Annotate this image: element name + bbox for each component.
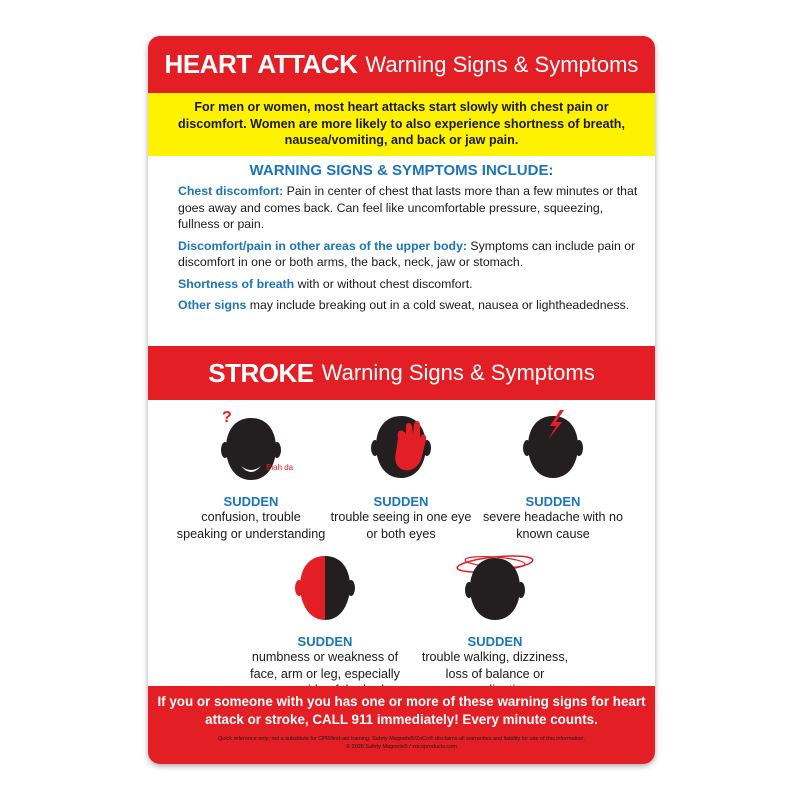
symptom-desc: confusion, trouble speaking or understanding — [176, 510, 326, 541]
sign-text: Symptoms can include pain or discomfort in one or both arms, the back, neck, jaw or stomach. — [178, 238, 636, 269]
heart-attack-title-light: Warning Signs & Symptoms — [365, 51, 639, 77]
symptom-desc: severe headache with no known cause — [482, 510, 624, 541]
sign-label: Shortness of breath — [178, 276, 295, 291]
heart-attack-title-strong: HEART ATTACK — [164, 49, 358, 79]
disclaimer: Quick reference only; not a substitute for CPR/first-aid training. Safety Magnets®/ZoCo® disclaims all warranties and liability for use of this information. — [218, 736, 585, 742]
sign-text: Pain in center of chest that lasts more than a few minutes or that goes away and comes back. Can feel like uncomfortable pressure, squeezing, fullness or pain. — [178, 184, 638, 231]
sudden-label: SUDDEN — [297, 634, 353, 649]
sudden-label: SUDDEN — [467, 634, 523, 649]
stroke-title — [148, 346, 655, 400]
sudden-label: SUDDEN — [525, 494, 581, 509]
stroke-symptoms — [148, 400, 655, 696]
sign-chest-discomfort — [178, 183, 655, 233]
speech-text: Blah da — [266, 463, 294, 472]
sign-shortness-of-breath — [178, 276, 655, 293]
call-911-footer — [148, 686, 655, 764]
confused-head-icon — [196, 408, 306, 488]
sudden-label: SUDDEN — [223, 494, 279, 509]
signs-heading: WARNING SIGNS & SYMPTOMS INCLUDE: — [249, 162, 554, 179]
headache-head-icon — [498, 408, 608, 488]
stroke-symptom-confusion — [176, 408, 326, 542]
symptom-desc: trouble seeing in one eye or both eyes — [330, 510, 472, 541]
dizzy-head-icon — [440, 548, 550, 628]
heart-attack-title — [148, 36, 655, 93]
sign-label: Discomfort/pain in other areas of the upper body: — [178, 238, 468, 253]
question-mark: ? — [222, 409, 232, 426]
stroke-symptom-vision — [326, 408, 476, 542]
sign-label: Other signs — [178, 298, 247, 312]
call-911-message: If you or someone with you has one or more of these warning signs for heart attack or stroke, CALL 911 immediately! Every minute counts. — [157, 694, 646, 727]
stroke-title-strong: STROKE — [208, 357, 314, 388]
symptom-desc: trouble walking, dizziness, loss of balance or — [421, 650, 569, 681]
warning-signs-card — [148, 36, 655, 764]
sign-other — [178, 297, 655, 314]
stroke-symptom-numbness — [250, 548, 400, 699]
symptom-desc: numbness or weakness of face, arm or leg, especially — [250, 650, 400, 681]
copyright: © 2026 Safety Magnets® / zocoproducts.com — [346, 744, 457, 750]
sign-label: Chest discomfort: — [178, 184, 284, 198]
sudden-label: SUDDEN — [373, 494, 429, 509]
hand-over-eye-head-icon — [346, 408, 456, 488]
stroke-symptom-headache — [478, 408, 628, 542]
heart-attack-intro: For men or women, most heart attacks start slowly with chest pain or discomfort. Women are more likely to also experience shortness of breath, nausea/vomiting, and back or jaw pain. — [148, 93, 655, 156]
half-numb-head-icon — [270, 548, 380, 628]
stroke-symptom-dizziness — [420, 548, 570, 699]
stroke-title-light: Warning Signs & Symptoms — [321, 360, 595, 385]
heart-attack-signs — [148, 156, 655, 346]
sign-text: may include breaking out in a cold sweat, nausea or lightheadedness. — [246, 298, 630, 312]
sign-upper-body — [178, 238, 655, 271]
sign-text: with or without chest discomfort. — [294, 276, 473, 291]
